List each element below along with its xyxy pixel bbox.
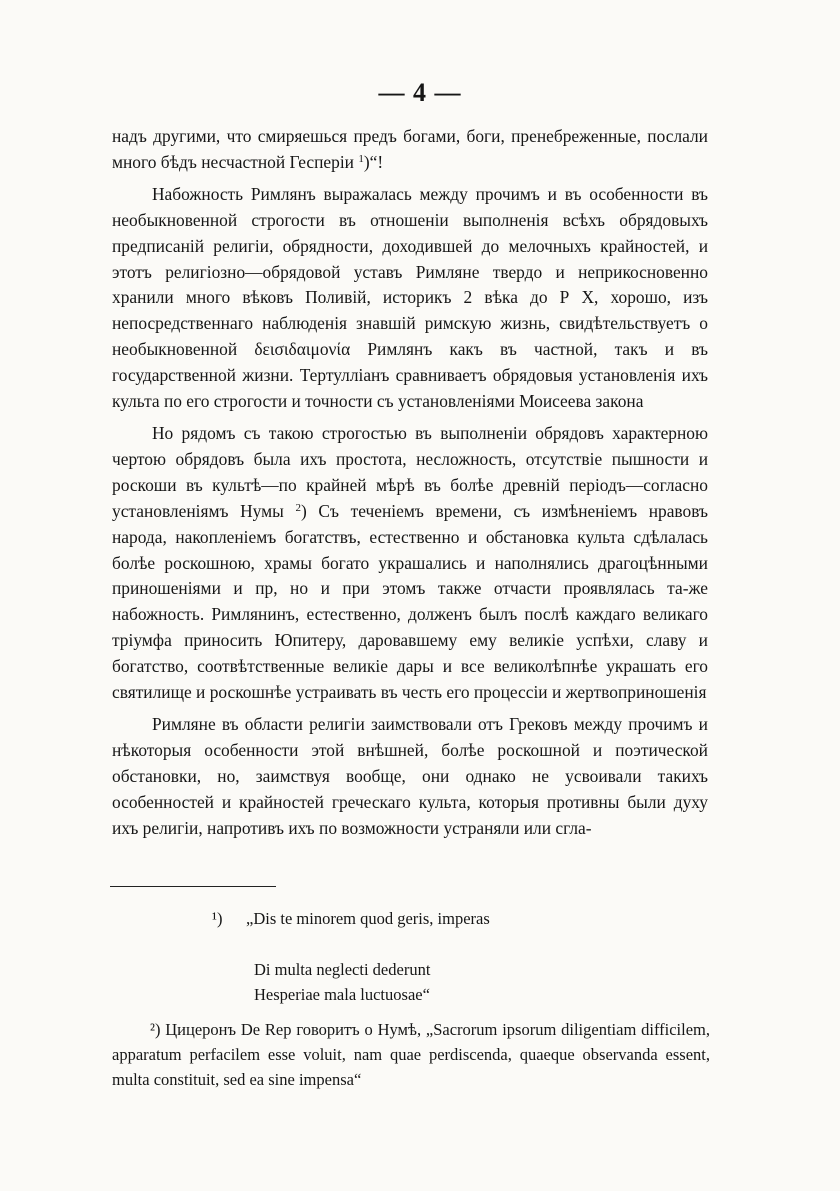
footnotes xyxy=(112,906,710,1092)
footnote-1 xyxy=(212,906,710,931)
main-text xyxy=(112,124,708,841)
footnote-2: ²) Цицеронъ De Rep говоритъ о Нумѣ, „Sacrorum ipsorum diligentiam difficilem, apparatum perfacilem esse voluit, nam quae perdiscenda, quaeque observanda essent, multa constituit, sed ea sine impensa“ xyxy=(112,1020,710,1089)
footnote-1-marker: ¹) xyxy=(212,909,223,928)
footnote-ref-1: 1 xyxy=(358,152,364,165)
footnote-divider xyxy=(110,886,276,887)
paragraph-rites: Но рядомъ съ такою строгостью въ выполненiи обрядовъ характерною чертою обрядовъ была ихъ простота, несложность, отсутствiе пышности и роскоши въ культѣ—по крайней мѣрѣ въ болѣе древнiй перiодъ—согласно установленiямъ Нумы $^2$) Съ теченiемъ времени, съ измѣненiемъ нравовъ народа, накопленiемъ богатствъ, естественно и обстановка культа сдѣлалась болѣе роскошною, храмы богато украшались и наполнялись драгоцѣнными приношенiями и пр, но и при этомъ также отчасти проявлялась та-же набожность. Римлянинъ, естественно, долженъ былъ послѣ каждаго великаго трiумфа приносить Юпитеру, даровавшему ему великiе успѣхи, славу и богатство, соотвѣтственные великiе дары и все великолѣпнѣе украшать его святилище и роскошнѣе устраивать въ честь его процессiи и жертвоприношенiя xyxy=(112,422,708,703)
paragraph-greek-influence: Римляне въ области религiи заимствовали отъ Грековъ между прочимъ и нѣкоторыя особенности этой внѣшней, болѣе роскошной и поэтической обстановки, но, заимствуя вообще, они однако не усвоивали такихъ особенностей и крайностей греческаго культа, которыя противны были духу ихъ религiи, напротивъ ихъ по возможности устраняли или сгла- xyxy=(112,713,708,838)
page-number: — 4 — xyxy=(378,78,462,107)
footnote-1-line-1: „Dis te minorem quod geris, imperas xyxy=(246,909,490,928)
paragraph-piety: Набожность Римлянъ выражалась между прочимъ и въ особенности въ необыкновенной строгости въ отношенiи выполненiя всѣхъ обрядовыхъ предписанiй религiи, обрядности, доходившей до мелочныхъ крайностей, и этотъ религiозно—обрядовой уставъ Римляне твердо и неприкосновенно хранили много вѣковъ Поливiй, историкъ 2 вѣка до Р Х, хорошо, изъ непосредственнаго наблюденiя знавшiй римскую жизнь, свидѣтельствуетъ о необыкновенной δεισιδαιμονία Римлянъ какъ въ частной, такъ и въ государственной жизни. Тертуллiанъ сравниваетъ обрядовыя установленiя ихъ культа по его строгости и точности съ установленiями Моисеева закона xyxy=(112,183,708,412)
footnote-ref-2: 2 xyxy=(295,501,301,514)
footnote-1-verse xyxy=(254,957,710,1007)
footnote-1-line-3: Hesperiae mala luctuosae“ xyxy=(254,985,430,1004)
paragraph-continuation: надъ другими, что смиряешься предъ богами, боги, пренебреженные, послали много бѣдъ несчастной Гесперiи $^1$)“! xyxy=(112,126,708,172)
footnote-1-line-2: Di multa neglecti dederunt xyxy=(254,960,431,979)
